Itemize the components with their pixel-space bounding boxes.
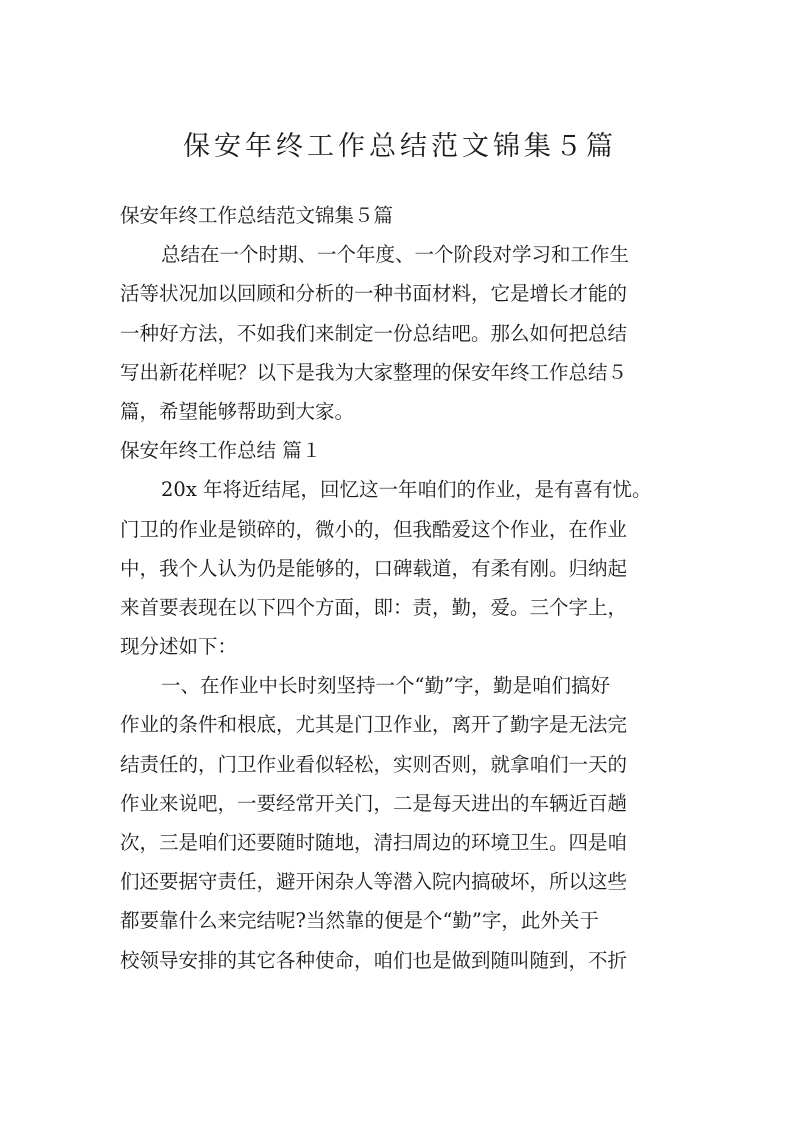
text-line: 篇，希望能够帮助到大家。: [120, 399, 355, 423]
text-line: 中，我个人认为仍是能够的，口碑载道，有柔有刚。归纳起: [120, 556, 628, 580]
text-line: 20x 年将近结尾，回忆这一年咱们的作业，是有喜有忧。: [161, 478, 652, 502]
text-line: 门卫的作业是锁碎的，微小的，但我酷爱这个作业，在作业: [120, 517, 628, 541]
text-line: 结责任的，门卫作业看似轻松，实则否则，就拿咱们一天的: [120, 752, 628, 776]
text-line: 活等状况加以回顾和分析的一种书面材料，它是增长才能的: [120, 282, 628, 306]
text-line: 作业的条件和根底，尤其是门卫作业，离开了勤字是无法完: [120, 713, 628, 737]
text-line: 来首要表现在以下四个方面，即：责，勤，爱。三个字上，: [120, 595, 628, 619]
text-line: 次，三是咱们还要随时随地，清扫周边的环境卫生。四是咱: [120, 831, 628, 854]
document-title: 保安年终工作总结范文锦集５篇: [183, 131, 617, 162]
text-line: 写出新花样呢？以下是我为大家整理的保安年终工作总结５: [120, 360, 628, 384]
text-line: 现分述如下：: [120, 635, 238, 659]
text-line: 一种好方法，不如我们来制定一份总结吧。那么如何把总结: [120, 321, 628, 345]
document-body: [120, 196, 685, 980]
text-line: 保安年终工作总结 篇１: [120, 439, 322, 463]
text-line: 作业来说吧，一要经常开关门，二是每天进出的车辆近百趟: [120, 791, 628, 815]
text-line: 们还要据守责任，避开闲杂人等潜入院内搞破坏，所以这些: [120, 870, 628, 894]
text-line: 校领导安排的其它各种使命，咱们也是做到随叫随到，不折: [120, 948, 628, 972]
text-line: 一、在作业中长时刻坚持一个“勤”字，勤是咱们搞好: [161, 674, 610, 698]
text-line: 总结在一个时期、一个年度、一个阶段对学习和工作生: [161, 243, 630, 267]
text-line: 保安年终工作总结范文锦集５篇: [120, 204, 394, 227]
text-line: 都要靠什么来完结呢?当然靠的便是个“勤”字，此外关于: [120, 909, 599, 933]
